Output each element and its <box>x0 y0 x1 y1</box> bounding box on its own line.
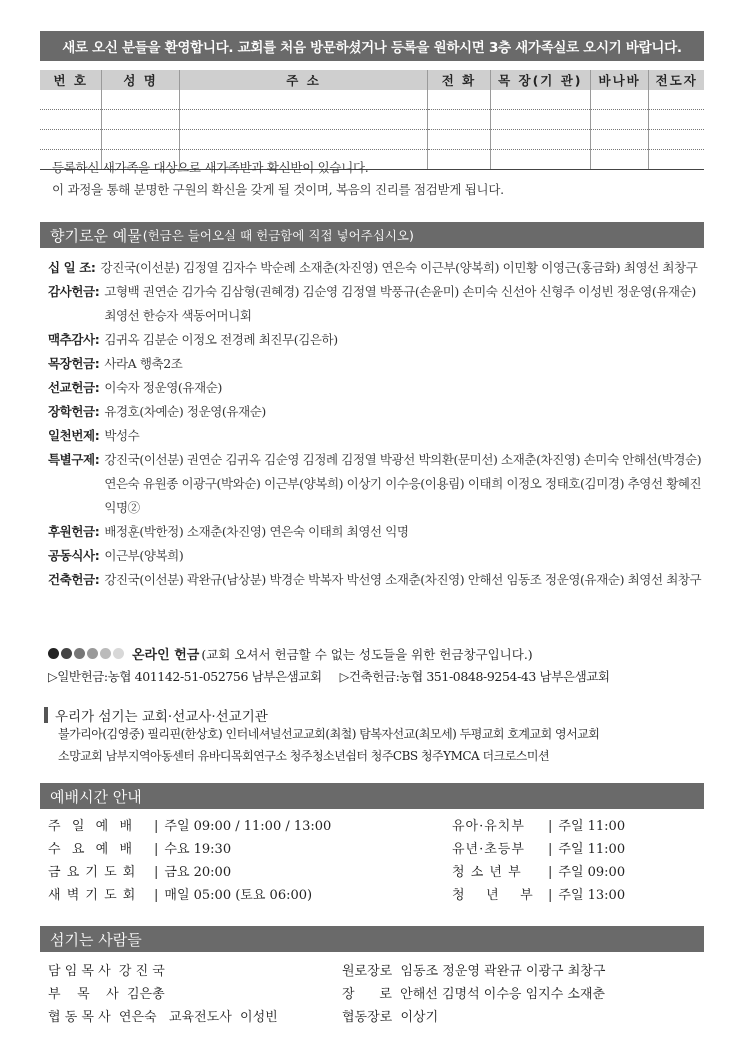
staff-row: 협 동 목 사 연은숙 교육전도사 이성빈 <box>48 1010 278 1025</box>
bank-accounts <box>48 667 610 685</box>
offering-row <box>48 520 708 544</box>
offering-row <box>48 328 708 352</box>
staff-row: 협동장로 이상기 <box>342 1010 439 1025</box>
offering-names: 이근부(양복희) <box>104 548 184 563</box>
worship-time: 주일 13:00 <box>558 888 626 903</box>
offering-row <box>48 448 708 520</box>
worship-label: 주 일 예 배 <box>48 819 134 834</box>
registration-cell <box>649 110 704 130</box>
staff-row: 장 로 안해선 김명석 이수응 임지수 소재춘 <box>342 987 606 1002</box>
worship-row <box>452 815 625 838</box>
registration-cell <box>428 130 490 150</box>
offering-row <box>48 568 708 592</box>
worship-label: 유아·유치부 <box>452 819 525 834</box>
offering-row <box>48 280 708 328</box>
dot-icon <box>100 648 111 659</box>
staff-list-right <box>342 960 605 1029</box>
worship-time: 주일 11:00 <box>558 819 626 834</box>
registration-column-header: 성 명 <box>102 70 179 90</box>
staff-row: 원로장로 임동조 정운영 곽완규 이광구 최창구 <box>342 964 606 979</box>
worship-time: 수요 19:30 <box>164 842 232 857</box>
registration-blank-row <box>40 90 704 110</box>
registration-cell <box>590 90 649 110</box>
worship-label: 유년·초등부 <box>452 842 525 857</box>
offering-row <box>48 544 708 568</box>
offering-names: 김귀옥 김분순 이정오 전경례 최진무(김은하) <box>104 332 338 347</box>
dots-decoration <box>48 648 124 659</box>
offering-names: 고형백 권연순 김가숙 김삼형(권혜경) 김순영 김정열 박풍규(손윤미) 손미숙 신선아 신형주 이성빈 정운영(유재순) 최영선 한승자 색동어머니회 <box>104 284 696 323</box>
worship-row <box>48 838 331 861</box>
separator-icon: | <box>548 819 553 834</box>
offering-list <box>48 256 708 592</box>
registration-cell <box>490 110 590 130</box>
registration-cell <box>490 130 590 150</box>
worship-time: 주일 09:00 / 11:00 / 13:00 <box>164 819 332 834</box>
worship-row <box>452 838 625 861</box>
worship-time: 주일 11:00 <box>558 842 626 857</box>
offering-names: 사라A 행축2조 <box>104 356 183 371</box>
separator-icon: | <box>548 865 553 880</box>
offering-row <box>48 352 708 376</box>
offering-title: 향기로운 예물 <box>50 226 142 245</box>
staff-list-left <box>48 960 278 1029</box>
registration-cell <box>649 150 704 170</box>
offering-names: 배정훈(박한정) 소재춘(차진영) 연은숙 이태희 최영선 익명 <box>104 524 409 539</box>
registration-cell <box>649 90 704 110</box>
worship-row <box>48 884 331 907</box>
dot-icon <box>61 648 72 659</box>
offering-label: 맥추감사: <box>48 332 100 347</box>
registration-column-header: 전 화 <box>428 70 490 90</box>
worship-row <box>48 815 331 838</box>
support-line-2: 소망교회 남부지역아동센터 유바디목회연구소 청주청소년쉼터 청주CBS 청주YMCA 더크로스미션 <box>58 749 550 763</box>
offering-names: 강진국(이선분) 김정열 김자수 박순례 소재춘(차진영) 연은숙 이근부(양복희) 이민황 이영근(홍금화) 최영선 최창구 <box>100 260 698 275</box>
worship-label: 청 년 부 <box>452 888 534 903</box>
registration-cell <box>590 130 649 150</box>
offering-row <box>48 400 708 424</box>
registration-cell <box>179 130 427 150</box>
registration-header <box>40 70 704 90</box>
offering-names: 강진국(이선분) 곽완규(남상분) 박경순 박복자 박선영 소재춘(차진영) 안해선 임동조 정운영(유재순) 최영선 최창구 <box>104 572 702 587</box>
offering-row <box>48 424 708 448</box>
offering-label: 후원헌금: <box>48 524 100 539</box>
registration-note-2: 이 과정을 통해 분명한 구원의 확신을 갖게 될 것이며, 복음의 진리를 점검받게 됩니다. <box>52 182 504 197</box>
registration-cell <box>428 90 490 110</box>
offering-label: 목장헌금: <box>48 356 100 371</box>
offering-row <box>48 256 708 280</box>
worship-schedule-left <box>48 815 331 907</box>
registration-cell <box>40 90 102 110</box>
registration-cell <box>490 150 590 170</box>
separator-icon: | <box>154 842 159 857</box>
section-bar-icon <box>44 707 48 723</box>
offering-label: 선교헌금: <box>48 380 100 395</box>
separator-icon: | <box>154 888 159 903</box>
online-offering <box>48 644 533 663</box>
separator-icon: | <box>154 865 159 880</box>
offering-label: 장학헌금: <box>48 404 100 419</box>
registration-cell <box>428 150 490 170</box>
registration-cell <box>428 110 490 130</box>
dot-icon <box>87 648 98 659</box>
account-general: ▷일반헌금:농협 401142-51-052756 남부은샘교회 <box>48 669 322 684</box>
welcome-banner: 새로 오신 분들을 환영합니다. 교회를 처음 방문하셨거나 등록을 원하시면 3층 새가족실로 오시기 바랍니다. <box>40 31 704 61</box>
registration-note-1: 등록하신 새가족을 대상으로 새가족반과 확신반이 있습니다. <box>52 160 369 175</box>
offering-names: 이숙자 정운영(유재순) <box>104 380 222 395</box>
offering-names: 유경호(차예순) 정운영(유재순) <box>104 404 266 419</box>
worship-label: 금 요 기 도 회 <box>48 865 137 880</box>
offering-names: 강진국(이선분) 권연순 김귀옥 김순영 김정례 김정열 박광선 박의환(문미선) 소재춘(차진영) 손미숙 안해선(박경순) 연은숙 유원종 이광구(박와순) 이근부(양복희) 이상기 이수응(이용림) 이태희 이정오 정태호(김미경) 추영선 황혜진 익명② <box>104 452 702 515</box>
registration-cell <box>40 110 102 130</box>
worship-label: 청 소 년 부 <box>452 865 522 880</box>
staff-row: 부 목 사 김은총 <box>48 987 165 1002</box>
offering-subtitle: (헌금은 들어오실 때 헌금함에 직접 넣어주십시오) <box>142 228 414 243</box>
worship-title: 예배시간 안내 <box>50 787 142 806</box>
worship-row <box>452 861 625 884</box>
offering-label: 공동식사: <box>48 548 100 563</box>
separator-icon: | <box>548 888 553 903</box>
registration-column-header: 목 장(기 관) <box>490 70 590 90</box>
staff-section-header <box>40 926 704 952</box>
registration-column-header: 바나바 <box>590 70 649 90</box>
worship-label: 수 요 예 배 <box>48 842 134 857</box>
registration-cell <box>102 130 179 150</box>
registration-blank-row <box>40 130 704 150</box>
worship-label: 새 벽 기 도 회 <box>48 888 137 903</box>
offering-row <box>48 376 708 400</box>
offering-label: 건축헌금: <box>48 572 100 587</box>
online-offering-desc: (교회 오셔서 헌금할 수 없는 성도들을 위한 헌금창구입니다.) <box>201 646 533 662</box>
offering-label: 감사헌금: <box>48 284 100 299</box>
worship-row <box>452 884 625 907</box>
registration-cell <box>179 90 427 110</box>
registration-column-header: 번 호 <box>40 70 102 90</box>
worship-schedule-right <box>452 815 625 907</box>
worship-time: 금요 20:00 <box>164 865 232 880</box>
registration-cell <box>590 110 649 130</box>
registration-cell <box>102 90 179 110</box>
registration-cell <box>590 150 649 170</box>
offering-names: 박성수 <box>104 428 140 443</box>
worship-time: 매일 05:00 (토요 06:00) <box>164 888 313 903</box>
registration-table <box>40 70 704 170</box>
staff-title: 섬기는 사람들 <box>50 930 142 949</box>
worship-row <box>48 861 331 884</box>
registration-column-header: 주 소 <box>179 70 427 90</box>
registration-cell <box>649 130 704 150</box>
dot-icon <box>74 648 85 659</box>
support-title-text: 우리가 섬기는 교회·선교사·선교기관 <box>55 709 268 725</box>
dot-icon <box>113 648 124 659</box>
offering-label: 일천번제: <box>48 428 100 443</box>
offering-section-header <box>40 222 704 248</box>
registration-blank-row <box>40 110 704 130</box>
separator-icon: | <box>154 819 159 834</box>
registration-cell <box>40 130 102 150</box>
support-line-1: 불가리아(김영중) 필리핀(한상호) 인터네셔널선교교회(최철) 탐복자선교(최모세) 두평교회 호계교회 영서교회 <box>58 727 600 741</box>
offering-label: 십 일 조: <box>48 260 96 275</box>
registration-cell <box>490 90 590 110</box>
support-section-title <box>44 705 268 725</box>
staff-row: 담 임 목 사 강 진 국 <box>48 964 165 979</box>
registration-cell <box>102 110 179 130</box>
worship-section-header <box>40 783 704 809</box>
offering-label: 특별구제: <box>48 452 100 467</box>
registration-cell <box>179 110 427 130</box>
registration-column-header: 전도자 <box>649 70 704 90</box>
worship-time: 주일 09:00 <box>558 865 626 880</box>
support-list <box>58 723 708 767</box>
online-offering-title: 온라인 헌금 <box>132 648 200 663</box>
separator-icon: | <box>548 842 553 857</box>
dot-icon <box>48 648 59 659</box>
account-building: ▷건축헌금:농협 351-0848-9254-43 남부은샘교회 <box>339 669 610 684</box>
